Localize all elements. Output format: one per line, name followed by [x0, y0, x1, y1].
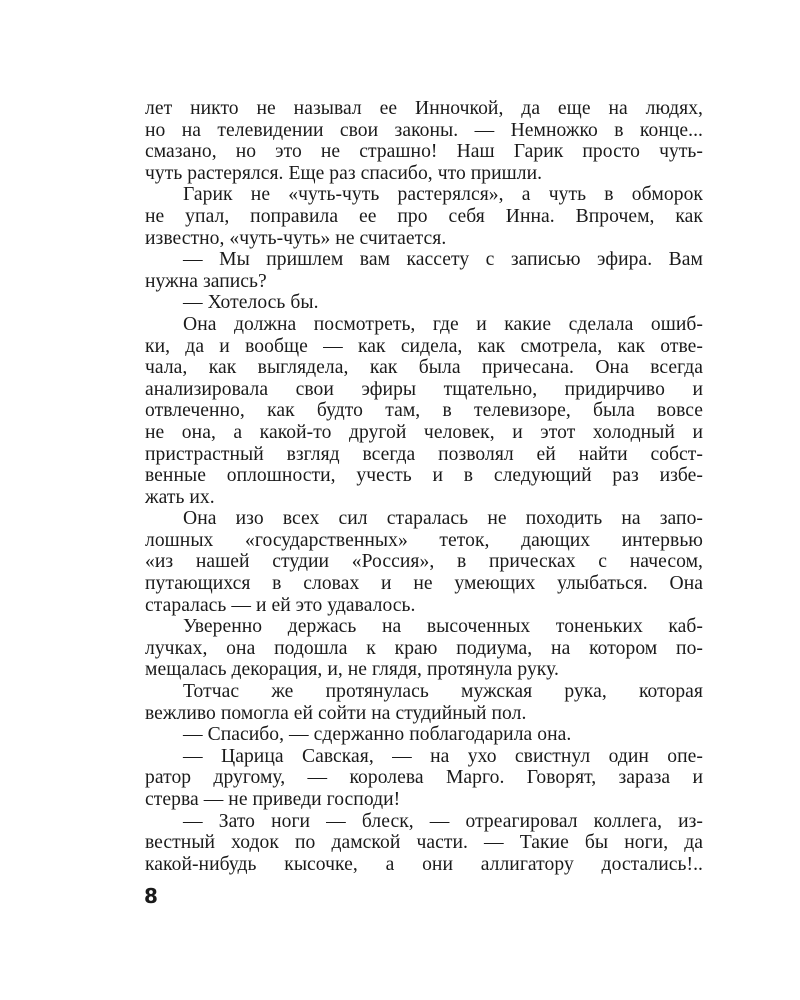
text-line: анализировала свои эфиры тщательно, придирчиво и	[145, 378, 703, 400]
text-line: — Хотелось бы.	[183, 292, 319, 314]
text-line: известно, «чуть-чуть» не считается.	[145, 227, 447, 249]
text-line: чуть растерялся. Еще раз спасибо, что пришли.	[145, 162, 543, 184]
text-line: лучках, она подошла к краю подиума, на котором по-	[145, 637, 703, 659]
text-line: лошных «государственных» теток, дающих интервью	[145, 529, 703, 551]
text-line: — Зато ноги — блеск, — отреагировал коллега, из-	[183, 810, 703, 832]
text-line: не она, а какой-то другой человек, и этот холодный и	[145, 421, 703, 443]
text-line: ки, да и вообще — как сидела, как смотрела, как отве-	[145, 335, 703, 357]
text-line: вежливо помогла ей сойти на студийный пол.	[145, 702, 527, 724]
text-line: ратор другому, — королева Марго. Говорят, зараза и	[145, 767, 703, 789]
text-line: лет никто не называл ее Инночкой, да еще на людях,	[145, 98, 703, 119]
text-line: какой-нибудь кысочке, а они аллигатору достались!..	[145, 853, 703, 875]
text-line: Уверенно держась на высоченных тоненьких каб-	[183, 616, 703, 638]
text-line: пристрастный взгляд всегда позволял ей найти собст-	[145, 443, 703, 465]
text-line: венные оплошности, учесть и в следующий раз избе-	[145, 465, 703, 487]
page-text-body	[145, 98, 703, 875]
text-line: Она изо всех сил старалась не походить на запо-	[183, 508, 703, 530]
text-line: — Мы пришлем вам кассету с записью эфира. Вам	[183, 249, 703, 271]
text-line: смазано, но это не страшно! Наш Гарик просто чуть-	[145, 141, 703, 163]
text-line: жать их.	[145, 486, 215, 508]
text-line: Тотчас же протянулась мужская рука, которая	[183, 681, 703, 703]
text-line: но на телевидении свои законы. — Немножко в конце...	[145, 119, 703, 141]
text-line: чала, как выглядела, как была причесана. Она всегда	[145, 357, 703, 379]
text-line: — Царица Савская, — на ухо свистнул один опе-	[183, 745, 703, 767]
text-line: вестный ходок по дамской части. — Такие бы ноги, да	[145, 832, 703, 854]
text-line: — Спасибо, — сдержанно поблагодарила она.	[183, 724, 572, 746]
text-line: мещалась декорация, и, не глядя, протянула руку.	[145, 659, 559, 681]
text-line: не упал, поправила ее про себя Инна. Впрочем, как	[145, 205, 703, 227]
text-line: старалась — и ей это удавалось.	[145, 594, 416, 616]
text-line: Она должна посмотреть, где и какие сделала ошиб-	[183, 313, 703, 335]
text-line: нужна запись?	[145, 270, 267, 292]
text-line: путающихся в словах и не умеющих улыбаться. Она	[145, 573, 703, 595]
text-line: «из нашей студии «Россия», в прическах с начесом,	[145, 551, 703, 573]
text-line: Гарик не «чуть-чуть растерялся», а чуть в обморок	[183, 184, 703, 206]
text-line: отвлеченно, как будто там, в телевизоре, была вовсе	[145, 400, 703, 422]
page-number: 8	[144, 884, 158, 908]
text-line: стерва — не приведи господи!	[145, 789, 401, 810]
